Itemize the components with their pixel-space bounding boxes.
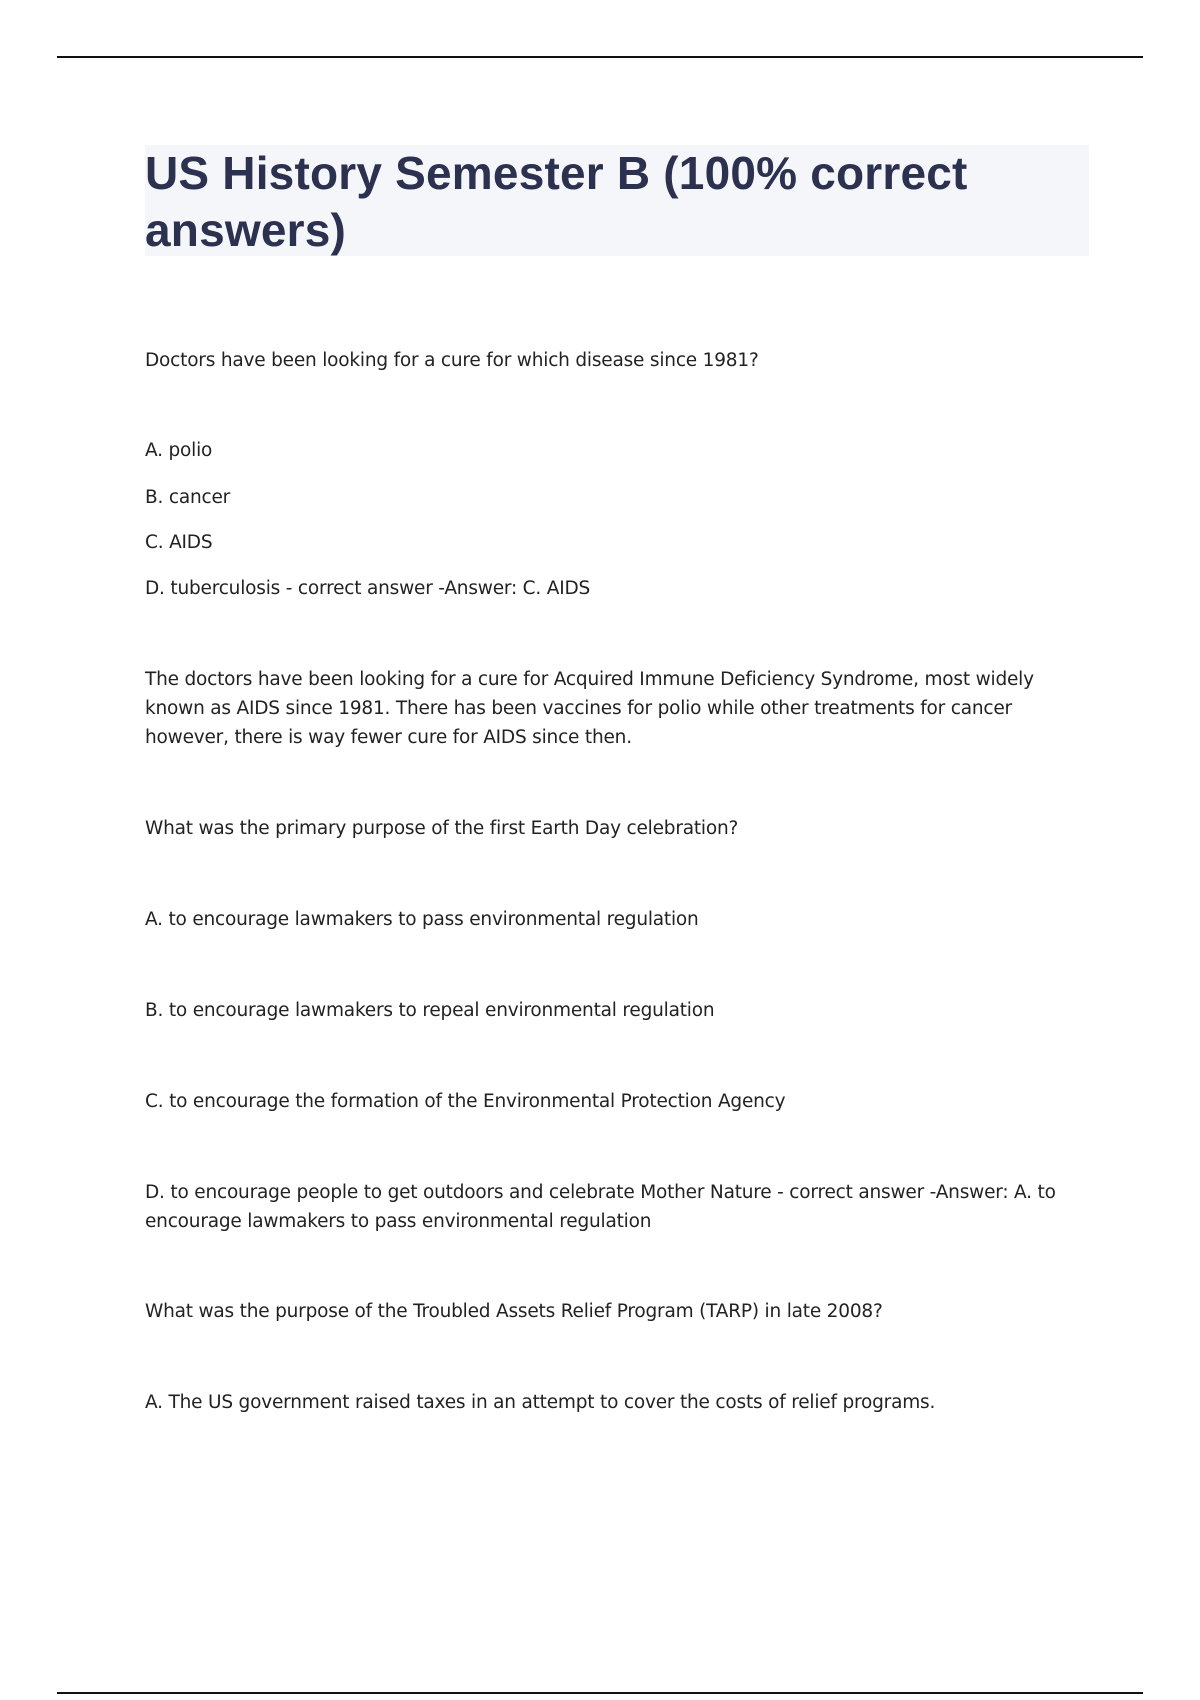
title-box: [145, 145, 1089, 256]
question-1-option-c: C. AIDS: [145, 532, 213, 553]
question-1: Doctors have been looking for a cure for which disease since 1981?: [145, 350, 759, 371]
footer-rule: [57, 1692, 1143, 1694]
question-1-explanation: The doctors have been looking for a cure for Acquired Immune Deficiency Syndrome, most widely known as AIDS since 1981. There has been vaccines for polio while other treatments for cancer however, there is way fewer cure for AIDS since then.: [145, 669, 1034, 748]
question-3: What was the purpose of the Troubled Assets Relief Program (TARP) in late 2008?: [145, 1301, 883, 1322]
question-2-option-a: A. to encourage lawmakers to pass environmental regulation: [145, 909, 699, 930]
question-2-option-b: B. to encourage lawmakers to repeal environmental regulation: [145, 1000, 715, 1021]
question-3-option-a: A. The US government raised taxes in an attempt to cover the costs of relief programs.: [145, 1392, 936, 1413]
question-2-option-c: C. to encourage the formation of the Environmental Protection Agency: [145, 1091, 786, 1112]
question-1-option-a: A. polio: [145, 440, 213, 461]
question-2-option-d-answer: D. to encourage people to get outdoors and celebrate Mother Nature - correct answer -Answer: A. to encourage lawmakers to pass environmental regulation: [145, 1182, 1056, 1232]
document-title: US History Semester B (100% correct answers): [145, 147, 968, 256]
question-2: What was the primary purpose of the first Earth Day celebration?: [145, 818, 739, 839]
question-1-option-b: B. cancer: [145, 487, 231, 508]
question-1-option-d-answer: D. tuberculosis - correct answer -Answer: C. AIDS: [145, 578, 591, 599]
header-rule: [57, 56, 1143, 58]
